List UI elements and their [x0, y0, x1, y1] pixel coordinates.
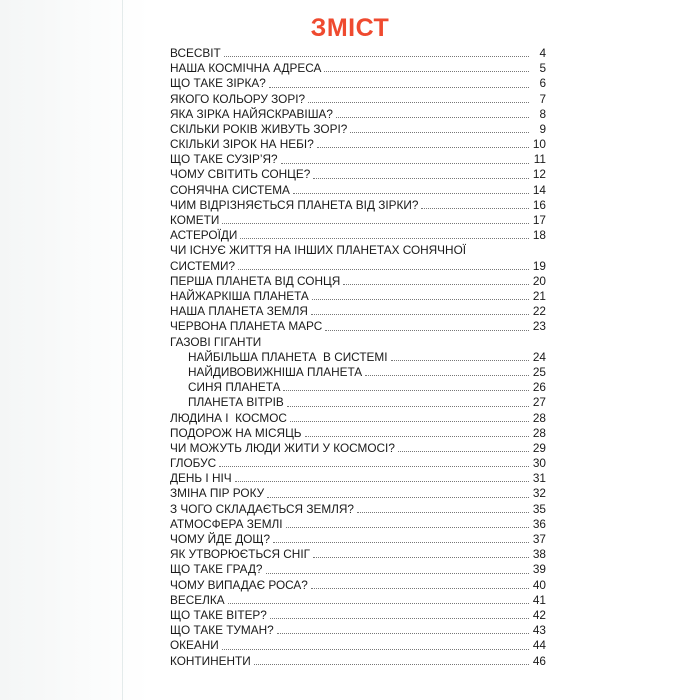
toc-page-number: 43: [532, 623, 546, 638]
dot-leader: [277, 633, 529, 634]
toc-page-number: 12: [532, 167, 546, 182]
dot-leader: [283, 390, 529, 391]
toc-entry: [170, 92, 546, 107]
toc-entry-label: СИНЯ ПЛАНЕТА: [188, 380, 281, 395]
toc-entry: [170, 304, 546, 319]
dot-leader: [273, 542, 529, 543]
toc-entry-label: ЯКОГО КОЛЬОРУ ЗОРІ?: [170, 91, 306, 106]
dot-leader: [312, 299, 529, 300]
toc-entry-label: З ЧОГО СКЛАДАЄТЬСЯ ЗЕМЛЯ?: [170, 501, 354, 516]
toc-page-number: 4: [539, 45, 546, 60]
toc-entry: [170, 107, 546, 122]
toc-page-number: 17: [532, 213, 546, 228]
dot-leader: [293, 193, 529, 194]
toc-page-number: 5: [539, 61, 546, 76]
toc-entry: [170, 426, 546, 441]
toc-page-number: 28: [532, 425, 546, 440]
dot-leader: [311, 588, 529, 589]
toc-page-number: 22: [532, 304, 546, 319]
toc-page-number: 41: [532, 592, 546, 607]
toc-page-number: 6: [539, 76, 546, 91]
dot-leader: [222, 649, 529, 650]
toc-entry: [170, 486, 546, 501]
toc-entry: [170, 76, 546, 91]
toc-entry-label: ВЕСЕЛКА: [170, 592, 225, 607]
dot-leader: [311, 314, 529, 315]
toc-entry-label: ЩО ТАКЕ ТУМАН?: [170, 623, 274, 638]
toc-entry: [170, 228, 546, 243]
toc-page-number: 27: [532, 395, 546, 410]
toc-page-number: 11: [533, 152, 546, 167]
toc-page-number: 19: [532, 258, 546, 273]
toc-entry: [170, 198, 546, 213]
toc-entry: [170, 380, 546, 395]
toc-entry-label: ЛЮДИНА І КОСМОС: [170, 410, 287, 425]
toc-entry: [170, 517, 546, 532]
dot-leader: [224, 56, 529, 57]
toc-entry: [170, 441, 546, 456]
toc-page-number: 42: [532, 607, 546, 622]
toc-entry-label: ЧЕРВОНА ПЛАНЕТА МАРС: [170, 319, 323, 334]
toc-entry: [170, 638, 546, 653]
toc-entry-label: ДЕНЬ І НІЧ: [170, 471, 232, 486]
toc-page-number: 30: [532, 456, 546, 471]
dot-leader: [266, 573, 530, 574]
toc-entry: [170, 502, 546, 517]
toc-page-number: 39: [532, 562, 546, 577]
toc-page-number: 38: [532, 547, 546, 562]
toc-entry: [170, 608, 546, 623]
toc-entry: [170, 411, 546, 426]
toc-page-number: 21: [532, 289, 546, 303]
page-title: ЗМІСТ: [310, 14, 390, 42]
toc-entry-label: НАЙДИВОВИЖНІША ПЛАНЕТА: [188, 364, 363, 379]
toc-entry-label: ЧОМУ ВИПАДАЄ РОСА?: [170, 577, 308, 592]
toc-entry: [170, 623, 546, 638]
toc-entry-label: НАЙЖАРКІША ПЛАНЕТА: [170, 289, 309, 303]
dot-leader: [222, 223, 529, 224]
toc-entry: [170, 562, 546, 577]
toc-page-number: 29: [532, 440, 546, 455]
toc-entry-label: НАША ПЛАНЕТА ЗЕМЛЯ: [170, 304, 308, 319]
toc-page-number: 28: [532, 410, 546, 425]
toc-page-number: 40: [532, 577, 546, 592]
toc-entry: [170, 213, 546, 228]
table-of-contents: [170, 46, 546, 669]
dot-leader: [254, 664, 529, 665]
toc-entry: [170, 350, 546, 365]
toc-entry: [170, 456, 546, 471]
page-shadow: [0, 0, 150, 700]
dot-leader: [269, 87, 529, 88]
dot-leader: [240, 238, 529, 239]
toc-entry-label: ЧИ ІСНУЄ ЖИТТЯ НА ІНШИХ ПЛАНЕТАХ СОНЯЧНОЇ: [170, 243, 467, 258]
toc-entry: [170, 274, 546, 289]
toc-entry: [170, 654, 546, 669]
toc-entry-label: ЗМІНА ПІР РОКУ: [170, 486, 265, 501]
toc-entry: [170, 319, 546, 334]
toc-page-number: 9: [539, 121, 546, 136]
toc-page-number: 7: [539, 91, 546, 106]
dot-leader: [357, 512, 529, 513]
toc-entry-label: ЩО ТАКЕ ЗІРКА?: [170, 76, 266, 91]
dot-leader: [305, 436, 529, 437]
toc-entry-label: ОКЕАНИ: [170, 638, 219, 653]
toc-entry-label: КОНТИНЕНТИ: [170, 653, 251, 668]
dot-leader: [325, 330, 529, 331]
dot-leader: [365, 375, 529, 376]
toc-entry-label: ЯК УТВОРЮЄТЬСЯ СНІГ: [170, 547, 310, 562]
toc-page-number: 46: [532, 653, 546, 668]
toc-entry-label: ЧОМУ СВІТИТЬ СОНЦЕ?: [170, 167, 311, 182]
toc-entry-label: ЩО ТАКЕ ГРАД?: [170, 562, 263, 577]
dot-leader: [343, 284, 529, 285]
dot-leader: [308, 102, 529, 103]
toc-entry-label: СКІЛЬКИ РОКІВ ЖИВУТЬ ЗОРІ?: [170, 121, 348, 136]
toc-entry: [170, 578, 546, 593]
toc-page-number: 44: [532, 638, 546, 653]
dot-leader: [336, 117, 529, 118]
dot-leader: [317, 147, 529, 148]
toc-page-number: 26: [532, 380, 546, 395]
dot-leader: [421, 208, 529, 209]
toc-entry-label: КОМЕТИ: [170, 213, 220, 228]
toc-entry: [170, 335, 546, 350]
toc-page-number: 24: [532, 349, 546, 364]
toc-entry: [170, 122, 546, 137]
toc-entry-label: ГЛОБУС: [170, 456, 217, 471]
toc-entry: [170, 61, 546, 76]
dot-leader: [391, 360, 530, 361]
dot-leader: [270, 618, 529, 619]
toc-entry: [170, 183, 546, 198]
toc-page-number: 25: [532, 364, 546, 379]
toc-entry-label: СКІЛЬКИ ЗІРОК НА НЕБІ?: [170, 137, 314, 152]
toc-page-number: 8: [539, 106, 546, 121]
toc-page-number: 36: [532, 516, 546, 531]
toc-page-number: 32: [532, 486, 546, 501]
toc-entry: [170, 547, 546, 562]
dot-leader: [313, 178, 529, 179]
toc-entry-label: ЯКА ЗІРКА НАЙЯСКРАВІША?: [170, 106, 333, 121]
toc-entry: [170, 593, 546, 608]
toc-entry-label: ЩО ТАКЕ ВІТЕР?: [170, 607, 267, 622]
dot-leader: [267, 497, 529, 498]
toc-entry: [170, 532, 546, 547]
toc-entry-label: СОНЯЧНА СИСТЕМА: [170, 182, 290, 197]
toc-entry-label: ЧОМУ ЙДЕ ДОЩ?: [170, 532, 271, 546]
dot-leader: [290, 421, 529, 422]
toc-entry: [170, 168, 546, 183]
dot-leader: [281, 163, 529, 164]
toc-page-number: 16: [532, 197, 546, 212]
toc-page-number: 37: [532, 532, 546, 546]
dot-leader: [287, 406, 529, 407]
toc-entry-label: ГАЗОВІ ГІГАНТИ: [170, 334, 262, 349]
toc-entry-label: ВСЕСВІТ: [170, 45, 221, 60]
toc-page-number: 18: [532, 228, 546, 243]
toc-entry-label-continued: СИСТЕМИ?: [170, 258, 236, 273]
toc-page-number: 20: [532, 273, 546, 288]
toc-entry: [170, 395, 546, 410]
toc-entry: [170, 365, 546, 380]
toc-entry-label: ПЛАНЕТА ВІТРІВ: [188, 395, 284, 410]
toc-entry-label: ЧИМ ВІДРІЗНЯЄТЬСЯ ПЛАНЕТА ВІД ЗІРКИ?: [170, 197, 419, 212]
dot-leader: [398, 451, 529, 452]
dot-leader: [350, 132, 529, 133]
dot-leader: [286, 527, 529, 528]
page-edge-line: [122, 0, 123, 700]
toc-page-number: 14: [532, 182, 546, 197]
toc-page-number: 10: [532, 137, 546, 152]
toc-entry: [170, 471, 546, 486]
toc-entry: [170, 46, 546, 61]
toc-entry-label: ПЕРША ПЛАНЕТА ВІД СОНЦЯ: [170, 273, 341, 288]
toc-entry-label: АТМОСФЕРА ЗЕМЛІ: [170, 516, 283, 531]
toc-entry: [170, 137, 546, 152]
toc-entry: [170, 152, 546, 167]
toc-entry-label: НАЙБІЛЬША ПЛАНЕТА В СИСТЕМІ: [188, 349, 388, 364]
dot-leader: [324, 71, 529, 72]
dot-leader: [313, 557, 529, 558]
toc-entry-label: ПОДОРОЖ НА МІСЯЦЬ: [170, 425, 302, 440]
toc-entry-label: ЩО ТАКЕ СУЗІР’Я?: [170, 152, 278, 167]
toc-entry-label: ЧИ МОЖУТЬ ЛЮДИ ЖИТИ У КОСМОСІ?: [170, 440, 395, 455]
dot-leader: [238, 269, 529, 270]
toc-page-number: 23: [532, 319, 546, 334]
toc-page-number: 35: [532, 501, 546, 516]
toc-page-number: 31: [532, 471, 546, 486]
dot-leader: [228, 603, 529, 604]
toc-entry-label: НАША КОСМІЧНА АДРЕСА: [170, 61, 322, 76]
dot-leader: [235, 481, 529, 482]
toc-entry-label: АСТЕРОЇДИ: [170, 228, 238, 243]
toc-entry: [170, 289, 546, 304]
dot-leader: [219, 466, 529, 467]
toc-entry: [170, 243, 546, 273]
